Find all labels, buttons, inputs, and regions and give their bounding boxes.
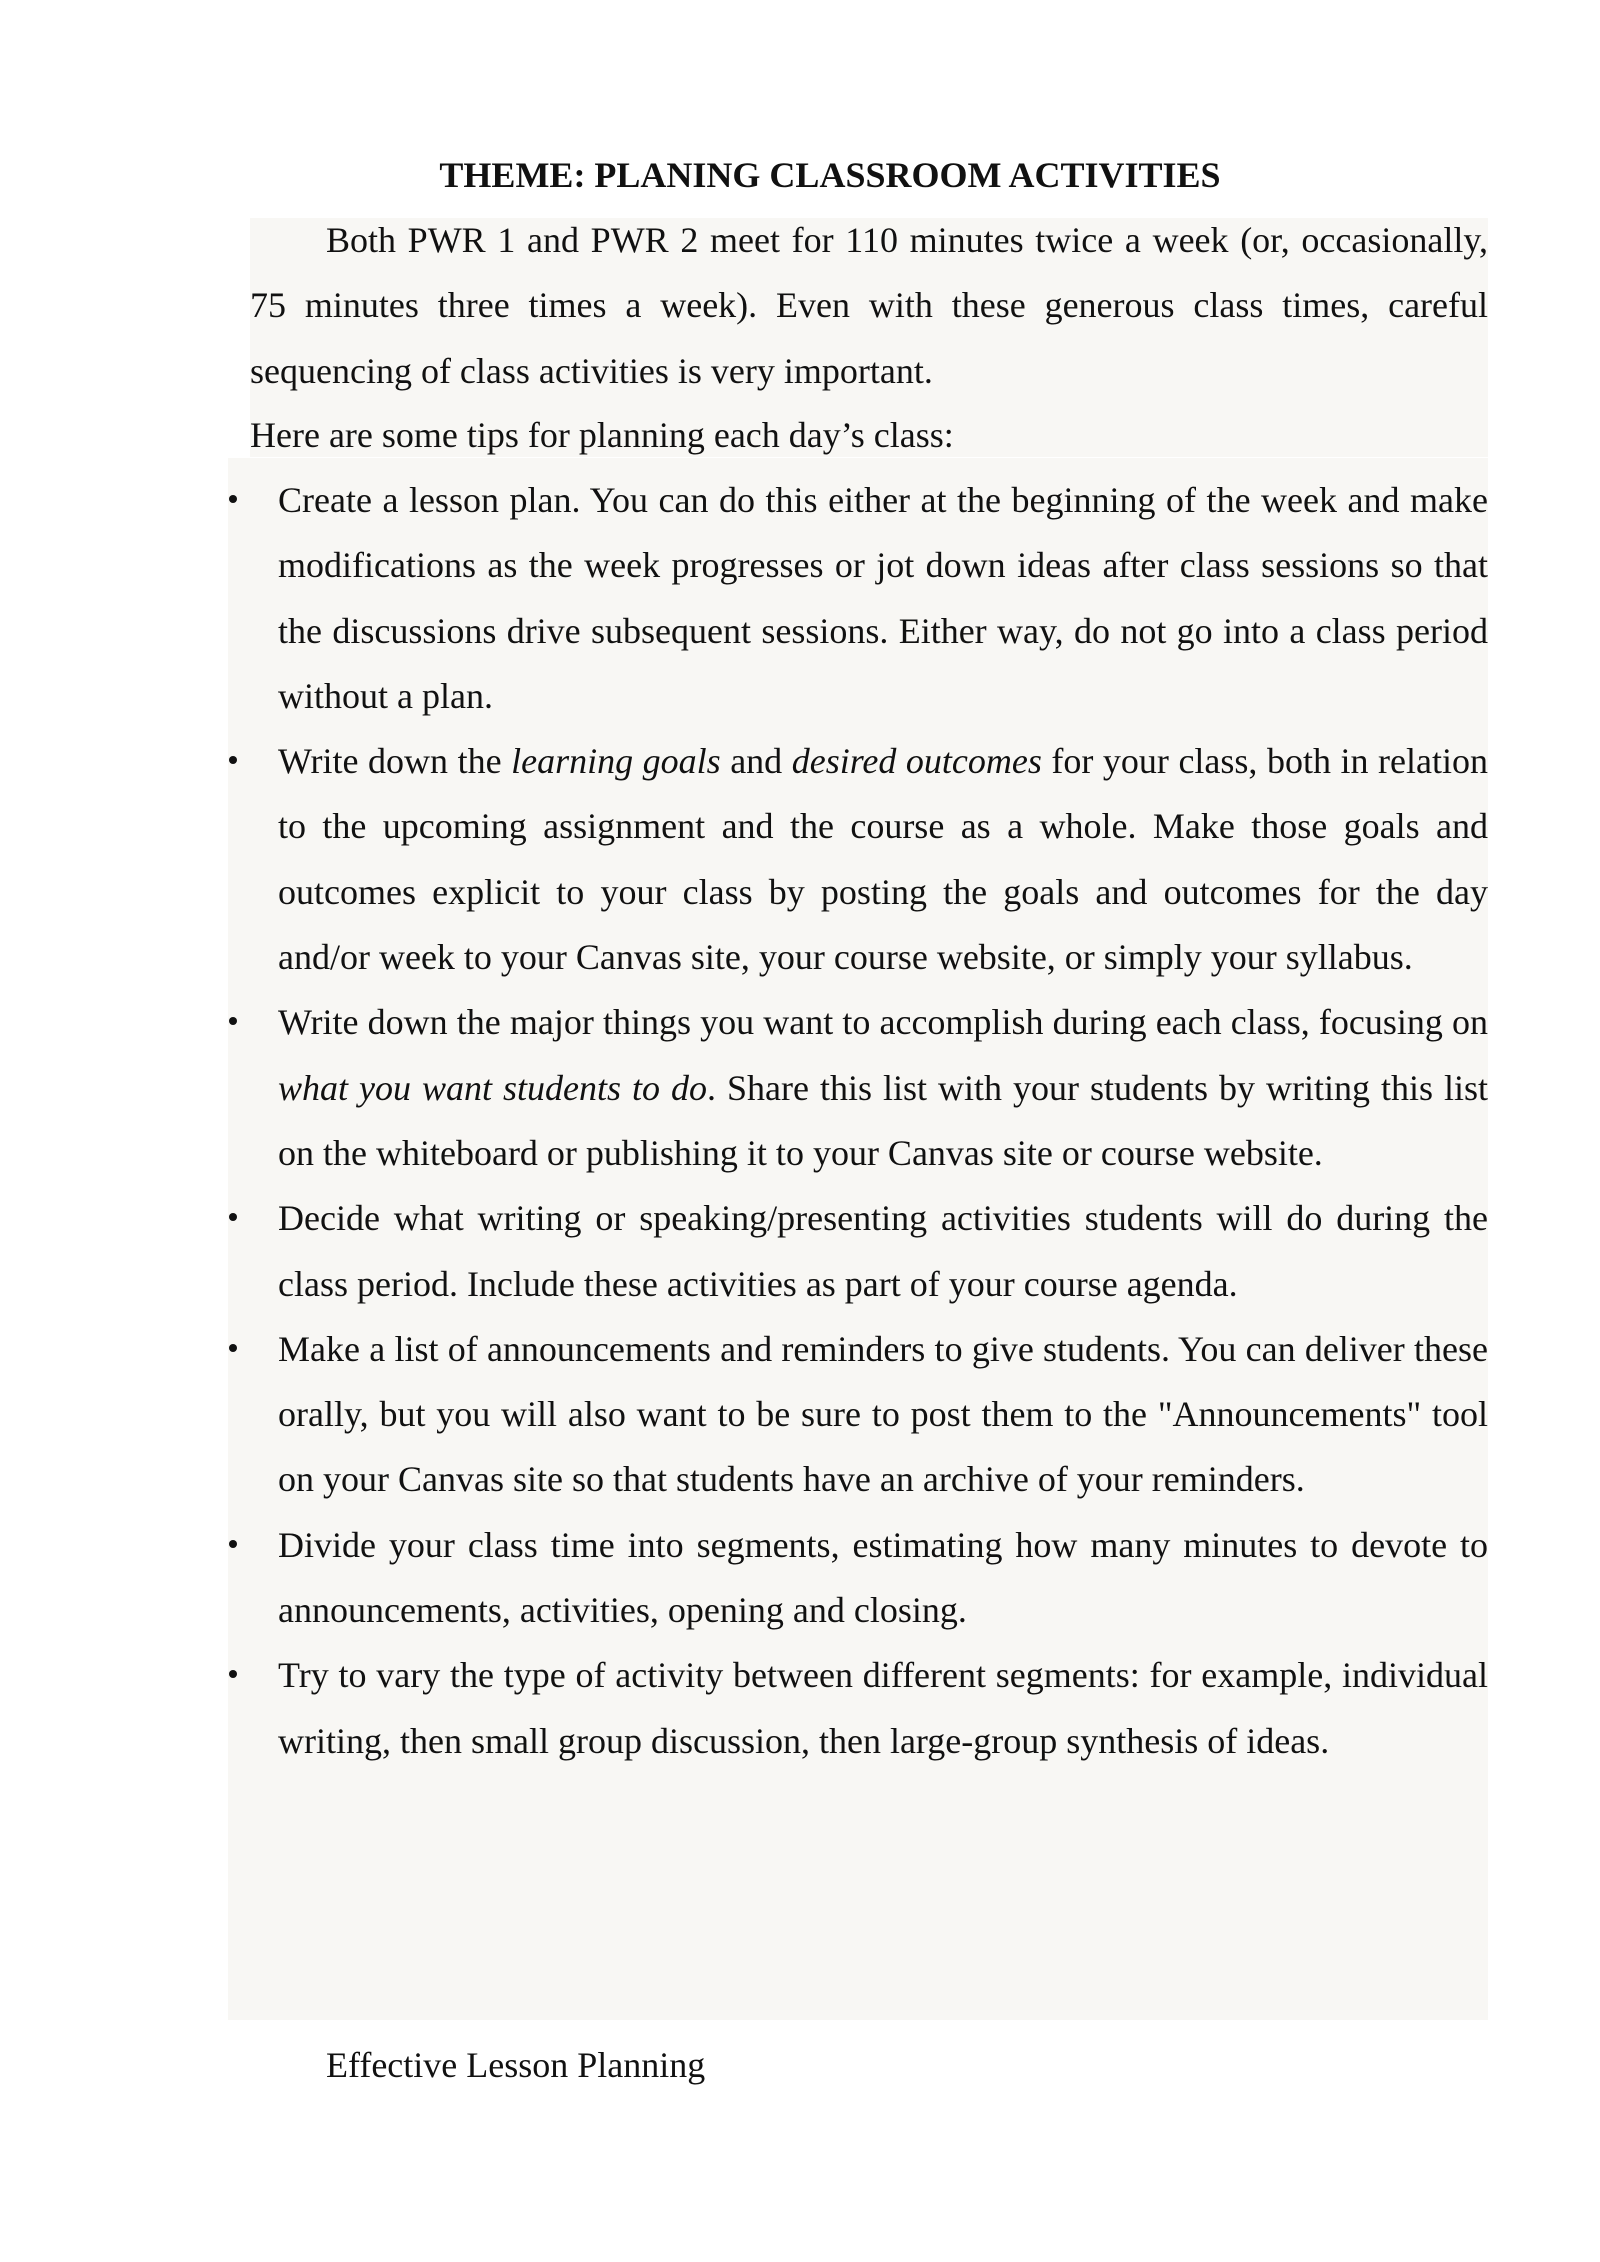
list-item [278, 1186, 1488, 1317]
list-item-text: Create a lesson plan. You can do this either at the beginning of the week and make modifications as the week progresses or jot down ideas after class sessions so that the discussions drive subsequent sessions. Either way, do not go into a class period without a plan. [278, 480, 1488, 716]
list-item-text-part: and [720, 741, 792, 782]
intro-paragraph: Both PWR 1 and PWR 2 meet for 110 minutes twice a week (or, occasionally, 75 minutes three times a week). Even with these generous class times, careful sequencing of class activities is very important. [250, 220, 1488, 391]
list-item [278, 1513, 1488, 1644]
list-item-text: Divide your class time into segments, estimating how many minutes to devote to announcements, activities, opening and closing. [278, 1524, 1488, 1631]
list-item-text-part: Write down the [278, 741, 512, 782]
section-heading: Effective Lesson Planning [326, 2045, 706, 2085]
list-item [278, 468, 1488, 729]
page-title: THEME: PLANING CLASSROOM ACTIVITIES [439, 155, 1221, 195]
bullet-icon [229, 1540, 237, 1548]
emphasis-learning-goals: learning goals [511, 741, 721, 782]
bullet-icon [229, 495, 237, 503]
bullet-icon [229, 1017, 237, 1025]
list-item-text: Try to vary the type of activity between different segments: for example, individual writing, then small group discussion, then large-group synthesis of ideas. [278, 1655, 1488, 1761]
list-item-text-part: for your class, both in relation to the upcoming assignment and the course as a whole. Make those goals and outcomes explicit to your class by posting the goals and outcomes for the day and/or week to your Canvas site, your course website, or simply your syllabus. [278, 741, 1488, 978]
list-item-text-part: . Share this list with your students by writing this list on the whiteboard or publishing it to your Canvas site or course website. [278, 1067, 1488, 1173]
list-item-text-part: Write down the major things you want to accomplish during each class, focusing on [278, 1002, 1488, 1043]
list-item [278, 1317, 1488, 1513]
list-item [278, 990, 1488, 1186]
list-item-text: Decide what writing or speaking/presenting activities students will do during the class period. Include these activities as part of your course agenda. [278, 1198, 1488, 1304]
emphasis-students-do: what you want students to do [278, 1067, 707, 1108]
bullet-icon [229, 1213, 237, 1221]
list-item-text: Make a list of announcements and reminders to give students. You can deliver these orally, but you will also want to be sure to post them to the "Announcements" tool on your Canvas site so that students have an archive of your reminders. [278, 1328, 1488, 1500]
bullet-icon [229, 1670, 237, 1678]
tips-intro-line: Here are some tips for planning each day’s class: [250, 415, 954, 455]
list-item [278, 729, 1488, 990]
tips-list [0, 468, 1600, 1774]
emphasis-desired-outcomes: desired outcomes [791, 741, 1042, 782]
bullet-icon [229, 1344, 237, 1352]
list-item [278, 1643, 1488, 1774]
bullet-icon [229, 756, 237, 764]
